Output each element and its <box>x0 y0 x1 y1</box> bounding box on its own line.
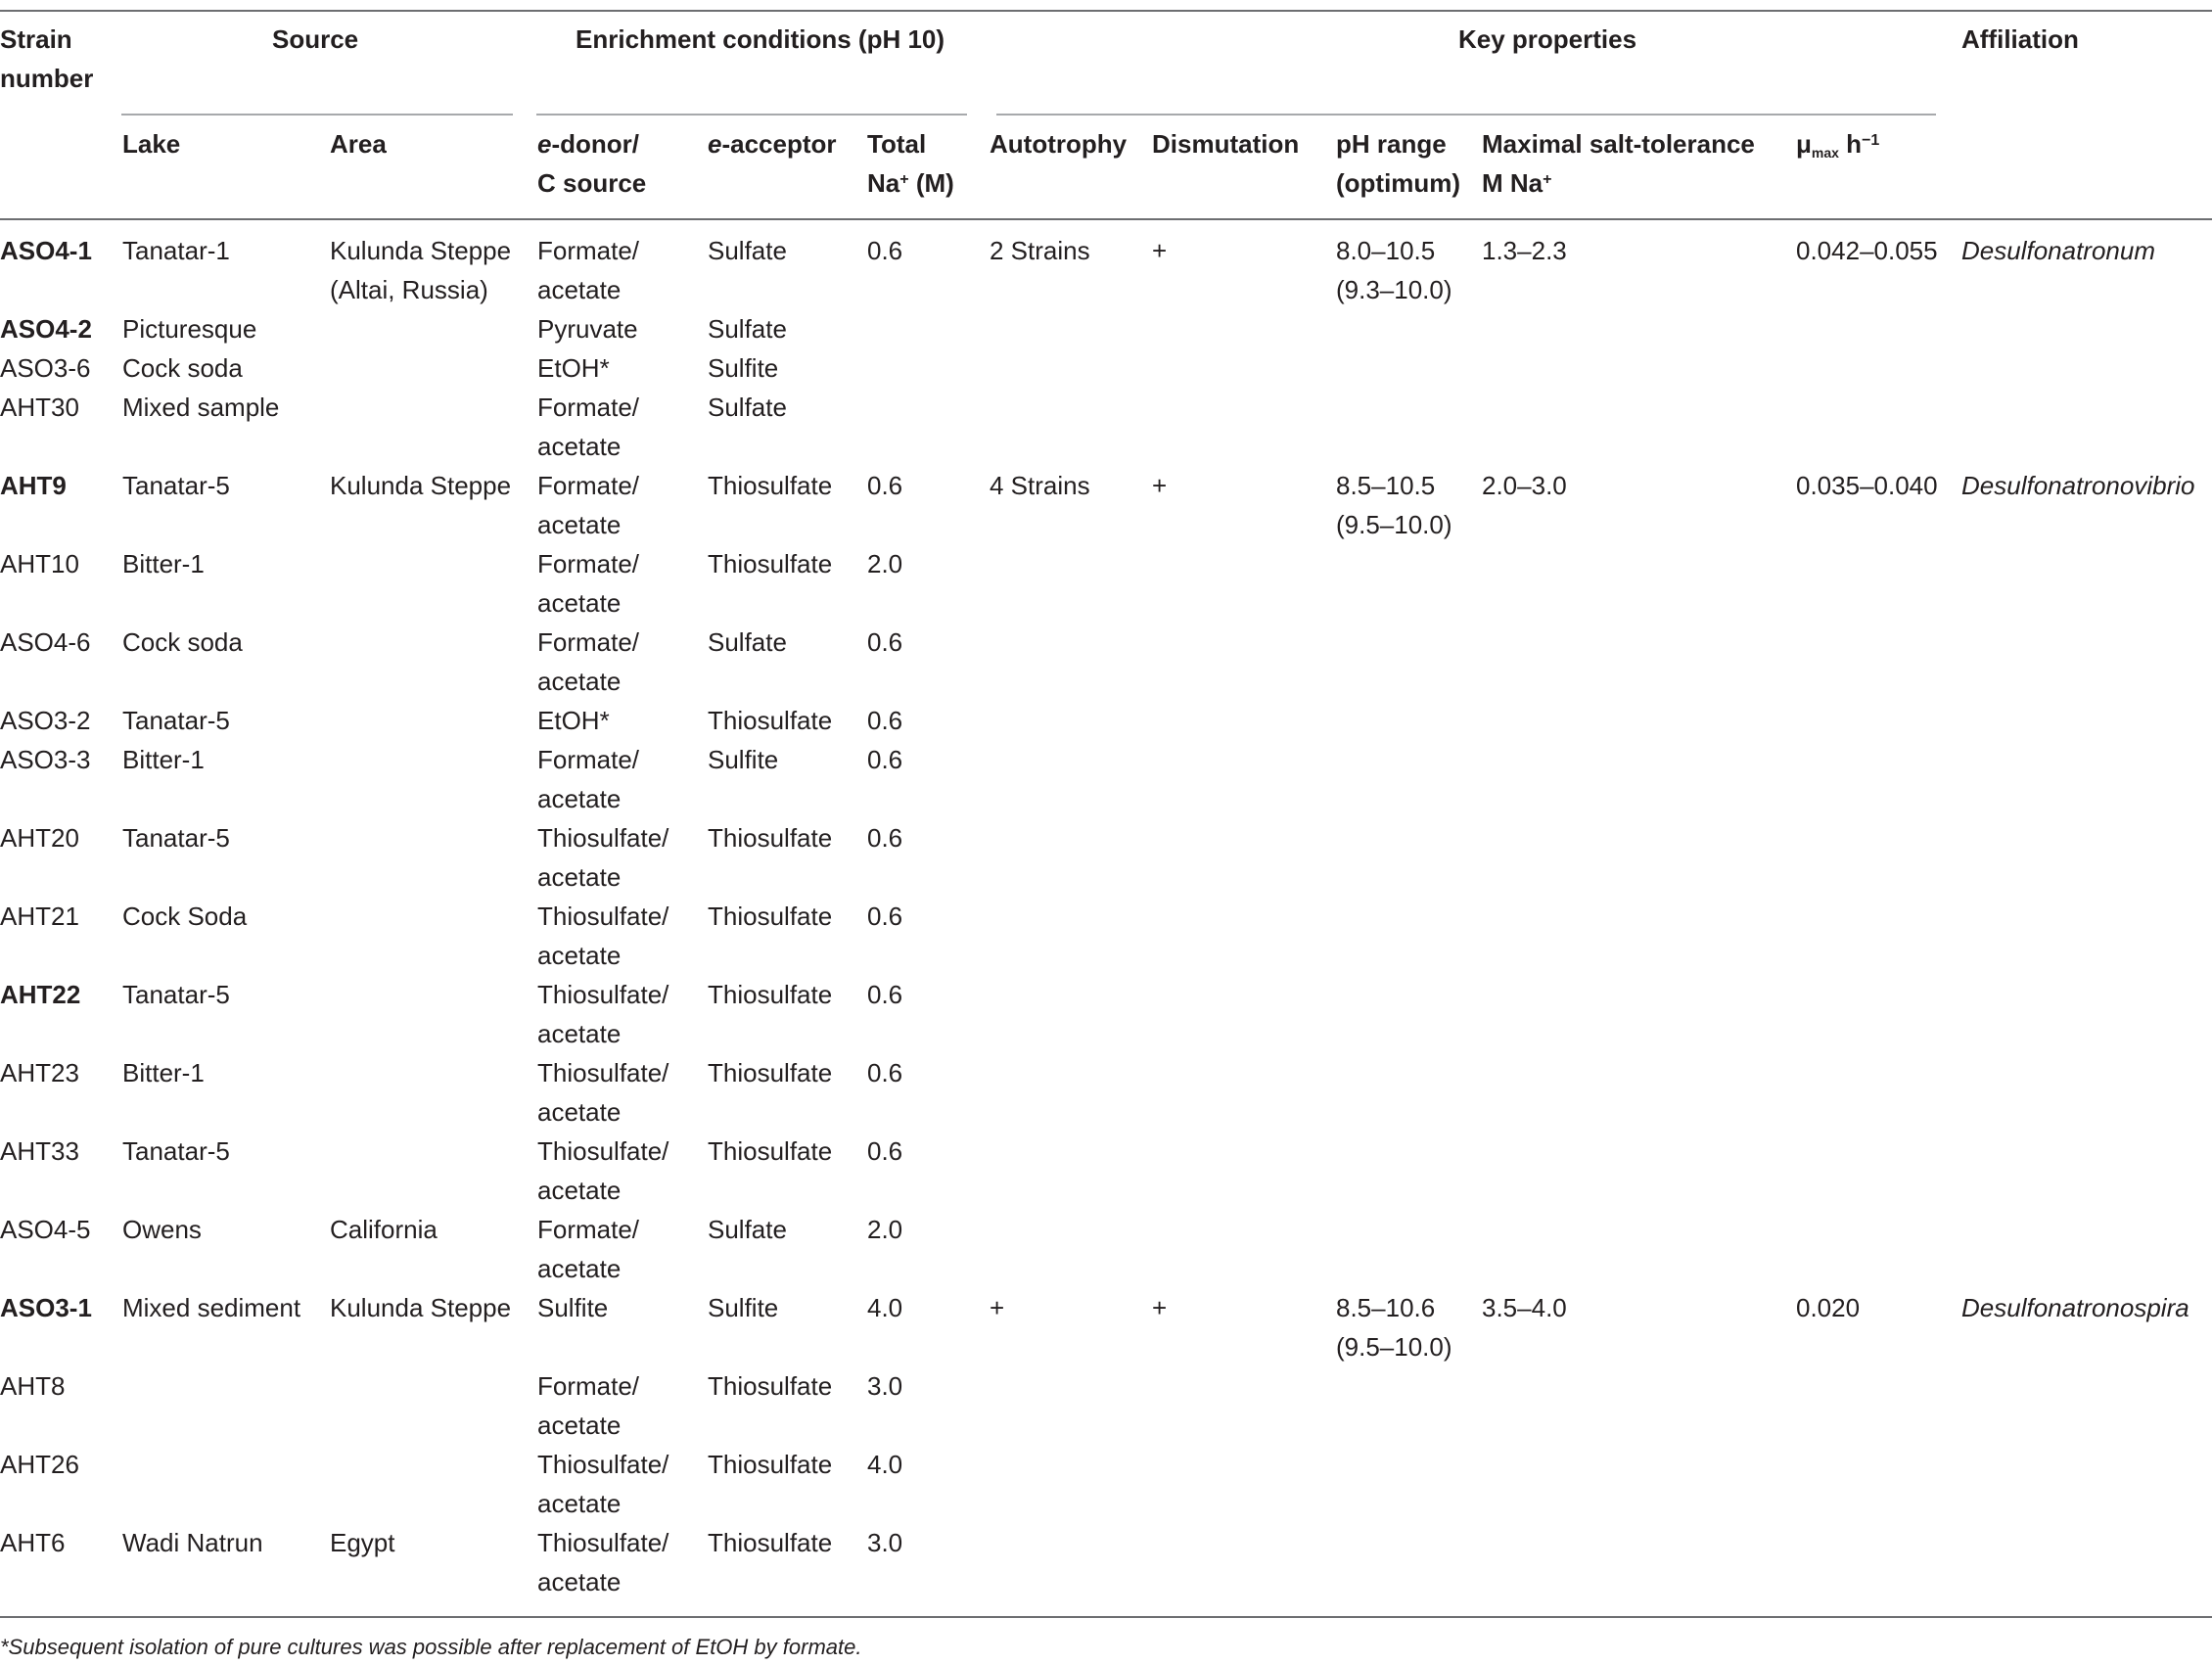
cell-donor: Formate/ acetate <box>537 549 640 618</box>
header-autotrophy: Autotrophy <box>990 129 1128 159</box>
cell-salt: 2.0–3.0 <box>1482 471 1567 500</box>
cell-dismutation: + <box>1152 236 1168 265</box>
cell-acceptor: Sulfite <box>708 353 779 383</box>
cell-lake: Picturesque <box>122 314 257 344</box>
cell-acceptor: Thiosulfate <box>708 471 833 500</box>
cell-area: Kulunda Steppe (Altai, Russia) <box>330 236 512 304</box>
table-bottom-rule <box>0 1616 2212 1618</box>
cell-lake: Wadi Natrun <box>122 1528 263 1557</box>
cell-lake: Tanatar-1 <box>122 236 230 265</box>
cell-strain: ASO4-2 <box>0 314 92 344</box>
cell-na: 4.0 <box>867 1450 903 1479</box>
cell-affiliation: Desulfonatronospira <box>1961 1293 2189 1322</box>
cell-acceptor: Thiosulfate <box>708 1136 833 1166</box>
cell-na: 0.6 <box>867 236 903 265</box>
cell-acceptor: Thiosulfate <box>708 1528 833 1557</box>
header-mu-max: $\mu_{max}$ $h^{-1}$ <box>1796 129 1880 161</box>
cell-donor: Thiosulfate/ acetate <box>537 980 669 1048</box>
cell-lake: Tanatar-5 <box>122 823 230 853</box>
header-total-na: Total Na+ (M) <box>867 129 954 198</box>
cell-donor: Formate/ acetate <box>537 471 640 539</box>
cell-donor: EtOH* <box>537 706 610 735</box>
header-enrichment: Enrichment conditions (pH 10) <box>576 24 945 54</box>
cell-strain: ASO4-6 <box>0 627 91 657</box>
cell-donor: Thiosulfate/ acetate <box>537 1136 669 1205</box>
cell-lake: Cock Soda <box>122 902 248 931</box>
cell-strain: ASO4-5 <box>0 1215 91 1244</box>
cell-donor: Formate/ acetate <box>537 1371 640 1440</box>
cell-strain: AHT10 <box>0 549 79 578</box>
table-top-rule <box>0 10 2212 12</box>
header-key-properties: Key properties <box>1458 24 1637 54</box>
cell-lake: Mixed sediment <box>122 1293 301 1322</box>
cell-donor: Formate/ acetate <box>537 627 640 696</box>
cell-donor: Thiosulfate/ acetate <box>537 902 669 970</box>
cell-na: 4.0 <box>867 1293 903 1322</box>
cell-donor: Formate/ acetate <box>537 236 640 304</box>
cell-acceptor: Sulfate <box>708 1215 787 1244</box>
cell-salt: 3.5–4.0 <box>1482 1293 1567 1322</box>
cell-donor: Thiosulfate/ acetate <box>537 1528 669 1596</box>
cell-lake: Bitter-1 <box>122 549 205 578</box>
cell-donor: Thiosulfate/ acetate <box>537 1058 669 1127</box>
cell-donor: Thiosulfate/ acetate <box>537 823 669 892</box>
cell-lake: Tanatar-5 <box>122 1136 230 1166</box>
cell-na: 0.6 <box>867 902 903 931</box>
cell-strain: ASO3-1 <box>0 1293 92 1322</box>
cell-mu: 0.042–0.055 <box>1796 236 1938 265</box>
cell-acceptor: Sulfate <box>708 236 787 265</box>
cell-lake: Tanatar-5 <box>122 980 230 1009</box>
cell-area: California <box>330 1215 438 1244</box>
header-salt-tolerance: Maximal salt-tolerance M Na+ <box>1482 129 1755 198</box>
cell-acceptor: Thiosulfate <box>708 549 833 578</box>
cell-strain: AHT6 <box>0 1528 66 1557</box>
cell-strain: ASO3-2 <box>0 706 91 735</box>
header-strain-number: Strain number <box>0 24 94 93</box>
cell-lake: Tanatar-5 <box>122 471 230 500</box>
cell-donor: Sulfite <box>537 1293 609 1322</box>
cell-donor: EtOH* <box>537 353 610 383</box>
cell-lake: Bitter-1 <box>122 1058 205 1087</box>
cell-lake: Owens <box>122 1215 202 1244</box>
cell-donor: Thiosulfate/ acetate <box>537 1450 669 1518</box>
cell-ph: 8.5–10.6 (9.5–10.0) <box>1336 1293 1452 1362</box>
cell-strain: ASO3-3 <box>0 745 91 774</box>
cell-na: 0.6 <box>867 823 903 853</box>
table-header-rule <box>0 218 2212 220</box>
cell-dismutation: + <box>1152 1293 1168 1322</box>
cell-autotrophy: 4 Strains <box>990 471 1090 500</box>
cell-strain: AHT26 <box>0 1450 79 1479</box>
cell-salt: 1.3–2.3 <box>1482 236 1567 265</box>
cell-lake: Cock soda <box>122 353 243 383</box>
cell-lake: Cock soda <box>122 627 243 657</box>
cell-donor: Formate/ acetate <box>537 745 640 813</box>
cell-strain: AHT8 <box>0 1371 66 1401</box>
enrichment-group-rule <box>536 114 967 116</box>
cell-strain: AHT9 <box>0 471 67 500</box>
header-area: Area <box>330 129 387 159</box>
cell-donor: Formate/ acetate <box>537 393 640 461</box>
cell-donor: Formate/ acetate <box>537 1215 640 1283</box>
table-footnote: *Subsequent isolation of pure cultures was possible after replacement of EtOH by formate. <box>0 1635 862 1659</box>
header-e-acceptor: e-acceptor <box>708 129 837 159</box>
cell-autotrophy: 2 Strains <box>990 236 1090 265</box>
cell-dismutation: + <box>1152 471 1168 500</box>
cell-donor: Pyruvate <box>537 314 638 344</box>
cell-na: 0.6 <box>867 627 903 657</box>
header-ph-range: pH range (optimum) <box>1336 129 1461 198</box>
cell-na: 0.6 <box>867 980 903 1009</box>
cell-na: 0.6 <box>867 1058 903 1087</box>
cell-strain: AHT20 <box>0 823 79 853</box>
cell-strain: ASO3-6 <box>0 353 91 383</box>
cell-lake: Tanatar-5 <box>122 706 230 735</box>
cell-affiliation: Desulfonatronum <box>1961 236 2155 265</box>
cell-ph: 8.0–10.5 (9.3–10.0) <box>1336 236 1452 304</box>
cell-acceptor: Thiosulfate <box>708 1450 833 1479</box>
cell-lake: Mixed sample <box>122 393 280 422</box>
cell-acceptor: Thiosulfate <box>708 1058 833 1087</box>
cell-strain: AHT22 <box>0 980 81 1009</box>
cell-na: 0.6 <box>867 745 903 774</box>
cell-acceptor: Thiosulfate <box>708 706 833 735</box>
cell-autotrophy: + <box>990 1293 1005 1322</box>
cell-acceptor: Sulfite <box>708 1293 779 1322</box>
cell-acceptor: Sulfate <box>708 627 787 657</box>
cell-acceptor: Thiosulfate <box>708 980 833 1009</box>
cell-acceptor: Thiosulfate <box>708 902 833 931</box>
cell-na: 0.6 <box>867 706 903 735</box>
cell-area: Egypt <box>330 1528 395 1557</box>
cell-acceptor: Thiosulfate <box>708 1371 833 1401</box>
cell-na: 3.0 <box>867 1528 903 1557</box>
cell-na: 2.0 <box>867 549 903 578</box>
cell-na: 0.6 <box>867 1136 903 1166</box>
cell-affiliation: Desulfonatronovibrio <box>1961 471 2195 500</box>
cell-acceptor: Sulfate <box>708 393 787 422</box>
cell-acceptor: Sulfite <box>708 745 779 774</box>
cell-na: 2.0 <box>867 1215 903 1244</box>
cell-strain: ASO4-1 <box>0 236 92 265</box>
cell-area: Kulunda Steppe <box>330 471 512 500</box>
cell-acceptor: Thiosulfate <box>708 823 833 853</box>
header-source: Source <box>272 24 359 54</box>
cell-acceptor: Sulfate <box>708 314 787 344</box>
cell-strain: AHT33 <box>0 1136 79 1166</box>
header-e-donor: e-donor/ C source <box>537 129 647 198</box>
cell-mu: 0.020 <box>1796 1293 1861 1322</box>
header-lake: Lake <box>122 129 181 159</box>
key-properties-group-rule <box>996 114 1936 116</box>
source-group-rule <box>121 114 513 116</box>
cell-mu: 0.035–0.040 <box>1796 471 1938 500</box>
cell-na: 0.6 <box>867 471 903 500</box>
cell-na: 3.0 <box>867 1371 903 1401</box>
cell-lake: Bitter-1 <box>122 745 205 774</box>
header-dismutation: Dismutation <box>1152 129 1300 159</box>
cell-ph: 8.5–10.5 (9.5–10.0) <box>1336 471 1452 539</box>
cell-strain: AHT30 <box>0 393 79 422</box>
cell-strain: AHT23 <box>0 1058 79 1087</box>
header-affiliation: Affiliation <box>1961 24 2079 54</box>
cell-strain: AHT21 <box>0 902 79 931</box>
cell-area: Kulunda Steppe <box>330 1293 512 1322</box>
